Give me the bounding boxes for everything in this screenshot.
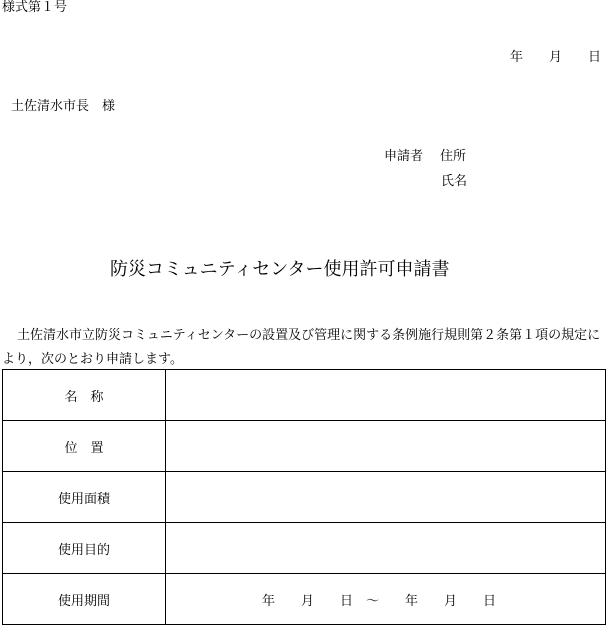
table-row	[3, 370, 606, 421]
applicant-address-label: 住所	[440, 149, 467, 164]
row-value-purpose[interactable]	[166, 523, 606, 574]
row-value-period[interactable]: 年 月 日 ～ 年 月 日	[166, 574, 606, 625]
document-title: 防災コミュニティセンター使用許可申請書	[110, 259, 450, 280]
row-value-name[interactable]	[166, 370, 606, 421]
row-value-location[interactable]	[166, 421, 606, 472]
date-line: 年 月 日	[510, 50, 602, 65]
addressee: 土佐清水市長 様	[11, 99, 116, 114]
row-label-area: 使用面積	[3, 472, 166, 523]
body-text: 土佐清水市立防災コミュニティセンターの設置及び管理に関する条例施行規則第２条第１項の規定により，次のとおり申請します。	[2, 328, 601, 367]
row-label-location: 位 置	[3, 421, 166, 472]
row-value-area[interactable]	[166, 472, 606, 523]
table-row	[3, 472, 606, 523]
application-form-table	[2, 369, 606, 625]
table-row	[3, 574, 606, 625]
table-row	[3, 523, 606, 574]
row-label-period: 使用期間	[3, 574, 166, 625]
applicant-label: 申請者	[384, 149, 424, 164]
row-label-name: 名 称	[3, 370, 166, 421]
form-number: 様式第１号	[2, 0, 68, 15]
applicant-name-label: 氏名	[441, 174, 468, 189]
row-label-purpose: 使用目的	[3, 523, 166, 574]
table-row	[3, 421, 606, 472]
